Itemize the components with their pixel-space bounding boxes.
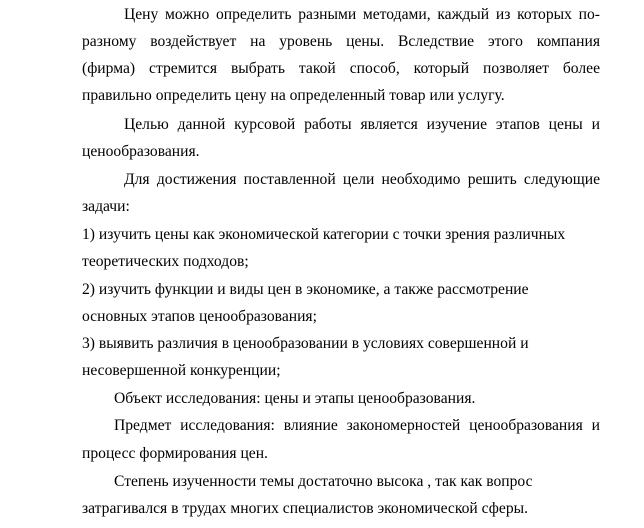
text-line: Объект исследования: цены и этапы ценообразования. [114, 390, 476, 407]
text-line: 1) изучить цены как экономической категории с точки зрения различных [82, 226, 566, 243]
text-line: основных этапов ценообразования; [82, 308, 317, 325]
text-line: ценообразования. [82, 143, 200, 160]
text-line: Целью данной курсовой работы является изучение этапов цены и [124, 116, 600, 133]
text-line: Для достижения поставленной цели необходимо решить следующие [124, 171, 600, 188]
text-line: затрагивался в трудах многих специалистов экономической сферы. [82, 500, 528, 517]
text-line: Предмет исследования: влияние закономерностей ценообразования и [114, 417, 600, 434]
text-line: процесс формирования цен. [82, 445, 268, 462]
text-line: Степень изученности темы достаточно высока , так как вопрос [114, 473, 533, 490]
text-line: (фирма) стремится выбрать такой способ, который позволяет более [82, 60, 600, 77]
text-line: теоретических подходов; [82, 253, 249, 270]
text-line: разному воздействует на уровень цены. Вследствие этого компания [82, 33, 600, 50]
text-line: несовершенной конкуренции; [82, 362, 281, 379]
text-line: 3) выявить различия в ценообразовании в условиях совершенной и [82, 335, 529, 352]
text-line: задачи: [82, 198, 130, 215]
text-line: правильно определить цену на определенный товар или услугу. [82, 87, 505, 104]
text-line: 2) изучить функции и виды цен в экономике, а также рассмотрение [82, 281, 529, 298]
text-line: Цену можно определить разными методами, каждый из которых по- [124, 6, 600, 23]
